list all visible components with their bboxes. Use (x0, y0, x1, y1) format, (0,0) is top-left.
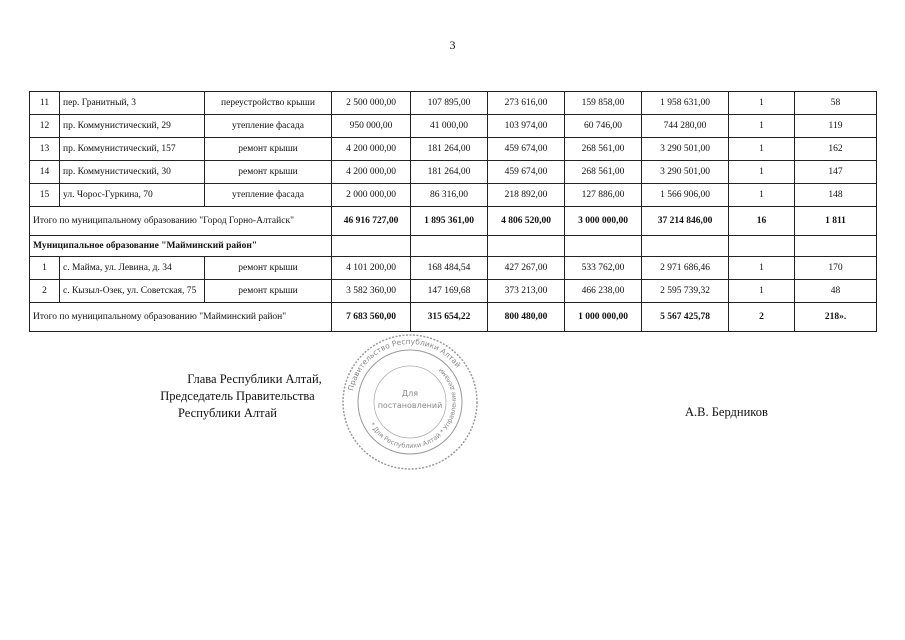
stamp-inner-text: * Для Республики Алтай * Управление делами (367, 366, 459, 451)
signatory-title (130, 371, 345, 422)
table-row: 14 пр. Коммунистический, 30 ремонт крыши 4 200 000,00 181 264,00 459 674,00 268 561,00 3 290 501,00 1 147 (30, 161, 877, 184)
section-header-mayminsky: Муниципальное образование "Майминский район" (30, 236, 877, 257)
official-seal-stamp (340, 332, 480, 472)
stamp-center-text: Для (401, 389, 419, 398)
signer-name: А.В. Бердников (685, 405, 768, 419)
total-row-mayminsky: Итого по муниципальному образованию "Майминский район" 7 683 560,00 315 654,22 800 480,00 1 000 000,00 5 567 425,78 2 218». (30, 303, 877, 332)
table-row: 1 с. Майма, ул. Левина, д. 34 ремонт крыши 4 101 200,00 168 484,54 427 267,00 533 762,00 2 971 686,46 1 170 (30, 257, 877, 280)
signatory-title-line: Глава Республики Алтай, (187, 372, 322, 386)
table-row: 13 пр. Коммунистический, 157 ремонт крыши 4 200 000,00 181 264,00 459 674,00 268 561,00 3 290 501,00 1 162 (30, 138, 877, 161)
total-row-gorno-altaysk: Итого по муниципальному образованию "Город Горно-Алтайск" 46 916 727,00 1 895 361,00 4 806 520,00 3 000 000,00 37 214 846,00 16 1 811 (30, 207, 877, 236)
signatory-title-line: Республики Алтай (178, 406, 277, 420)
funding-table (29, 91, 877, 332)
stamp-center-text: постановлений (377, 401, 443, 410)
table-row: 11 пер. Гранитный, 3 переустройство крыши 2 500 000,00 107 895,00 273 616,00 159 858,00 1 958 631,00 1 58 (30, 92, 877, 115)
table-row: 2 с. Кызыл-Озек, ул. Советская, 75 ремонт крыши 3 582 360,00 147 169,68 373 213,00 466 238,00 2 595 739,32 1 48 (30, 280, 877, 303)
table-row: 15 ул. Чорос-Гуркина, 70 утепление фасада 2 000 000,00 86 316,00 218 892,00 127 886,00 1 566 906,00 1 148 (30, 184, 877, 207)
table-row: 12 пр. Коммунистический, 29 утепление фасада 950 000,00 41 000,00 103 974,00 60 746,00 744 280,00 1 119 (30, 115, 877, 138)
page-number: 3 (449, 38, 456, 52)
signatory-title-line: Председатель Правительства (160, 389, 315, 403)
stamp-outer-text: Правительство Республики Алтай (346, 336, 463, 392)
